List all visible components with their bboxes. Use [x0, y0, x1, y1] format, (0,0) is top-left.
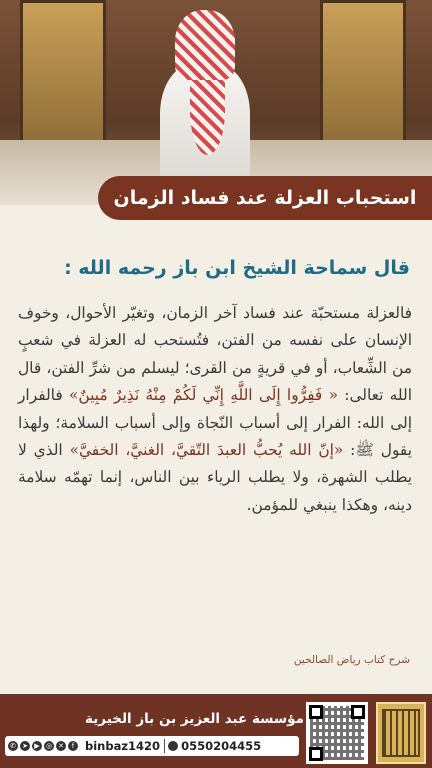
telegram-icon[interactable]: ➤ — [20, 741, 30, 751]
foundation-logo — [376, 702, 426, 764]
speaker-heading: قال سماحة الشيخ ابن باز رحمه الله : — [64, 257, 410, 279]
man-praying-figure — [150, 10, 260, 200]
contact-strip — [5, 736, 299, 756]
instagram-icon[interactable]: ◎ — [45, 742, 53, 750]
body-part-2: فالفرار إلى الله: الفرار إلى أسباب النّجاة وإلى أسباب السلامة؛ ولهذا يقول ﷺ: — [18, 386, 412, 460]
quote-body — [18, 300, 412, 519]
door-left — [20, 0, 106, 156]
social-icons — [5, 741, 81, 751]
qr-code[interactable] — [306, 702, 368, 764]
body-part-1: فالعزلة مستحبّة عند فساد آخر الزمان، وتغيّر الأحوال، وخوف الإنسان على نفسه من الفتن، فتُستحب له العزلة في شعبٍ من الشِّعاب، أو في قريةٍ من القرى؛ ليسلم من شرِّ الفتن، قال الله تعالى: — [18, 304, 412, 405]
body-part-3: الذي لا يطلب الشهرة، ولا يطلب الرياء بين الناس، إنما تهمّه سلامة دينه، وهكذا ينبغي للمؤمن. — [18, 441, 412, 514]
phone-icon — [168, 741, 178, 751]
door-right — [320, 0, 406, 156]
page-title: استحباب العزلة عند فساد الزمان — [113, 187, 417, 209]
twitter-icon[interactable]: ✕ — [56, 741, 66, 751]
phone-number[interactable]: 0550204455 — [181, 739, 262, 753]
social-handle[interactable]: binbaz1420 — [85, 739, 161, 753]
whatsapp-icon[interactable]: ✆ — [8, 741, 18, 751]
facebook-icon[interactable]: f — [68, 741, 78, 751]
organization-name: مؤسسة عبد العزيز بن باز الخيرية — [85, 711, 304, 727]
divider — [164, 739, 165, 753]
quran-verse: « فَفِرُّوا إِلَى اللَّهِ إِنِّي لَكُمْ مِنْهُ نَذِيرٌ مُبِينٌ» — [69, 386, 338, 405]
title-banner — [98, 176, 432, 220]
header-photo — [0, 0, 432, 205]
source-citation: شرح كتاب رياض الصالحين — [293, 654, 410, 666]
hadith-quote: «إنّ الله يُحبُّ العبدَ التّقيَّ، الغنيَّ، الخفيَّ» — [69, 441, 344, 460]
youtube-icon[interactable]: ▶ — [32, 741, 42, 751]
